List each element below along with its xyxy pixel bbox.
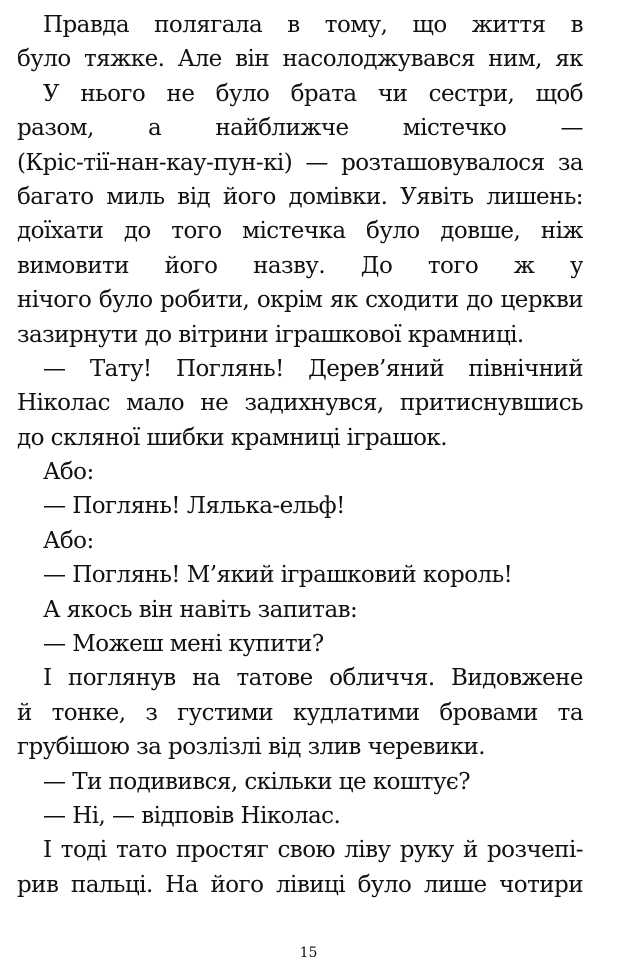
text-line: Або:: [43, 527, 94, 554]
dialogue-line: — Можеш мені купити?: [43, 631, 324, 658]
text-line: І поглянув на татове обличчя. Видовжене: [43, 665, 583, 692]
text-line: нічого було робити, окрім як сходити до церкви: [17, 287, 583, 314]
text-line: Правда полягала в тому, що життя в: [43, 12, 583, 38]
dialogue-line: — Тату! Поглянь! Дерев’яний північний: [43, 355, 583, 382]
dialogue-line: — Ти подивився, скільки це коштує?: [43, 768, 471, 795]
dialogue-line: — Ні, — відповів Ніколас.: [43, 802, 341, 829]
text-line: Ніколас мало не задихнувся, притиснувшись: [17, 390, 583, 417]
text-line: А якось він навіть запитав:: [43, 596, 358, 623]
text-line: рив пальці. На його лівиці було лише чотири: [17, 871, 583, 898]
text-line: грубішою за розлізлі від злив черевики.: [17, 734, 486, 761]
text-line: У нього не було брата чи сестри, щоб: [43, 80, 583, 107]
dialogue-line: — Поглянь! Лялька-ельф!: [43, 493, 345, 520]
dialogue-line: — Поглянь! М’який іграшковий король!: [43, 562, 513, 589]
text-line: багато миль від його домівки. Уявіть лишень:: [17, 183, 583, 210]
text-line: (Кріс-тії-нан-кау-пун-кі) — розташовувалося за: [17, 149, 583, 176]
text-line: до скляної шибки крамниці іграшок.: [17, 424, 447, 451]
text-line: вимовити його назву. До того ж у: [17, 252, 583, 279]
text-line: й тонке, з густими кудлатими бровами та: [17, 699, 583, 726]
text-line: разом, а найближче містечко —: [17, 115, 583, 142]
text-line: зазирнути до вітрини іграшкової крамниці.: [17, 321, 524, 348]
text-line: І тоді тато простяг свою ліву руку й розчепі-: [43, 837, 583, 864]
text-line: доїхати до того містечка було довше, ніж: [17, 218, 583, 245]
page-number: 15: [299, 945, 318, 961]
text-line: було тяжке. Але він насолоджувався ним, як: [17, 46, 583, 73]
body-text: [17, 8, 583, 902]
text-line: Або:: [43, 459, 94, 486]
